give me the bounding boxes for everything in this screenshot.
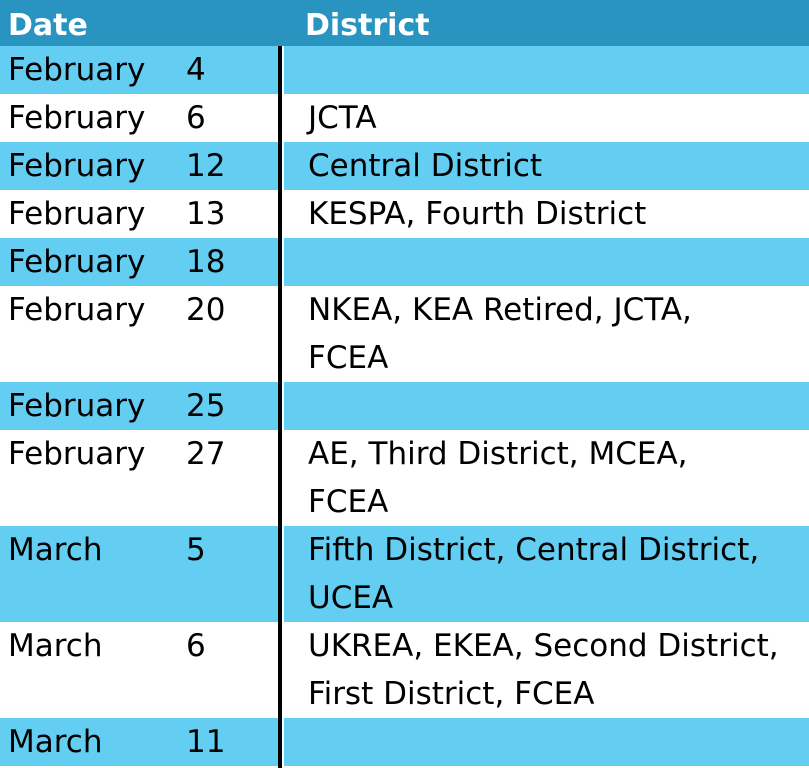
- district-column-header: District: [305, 8, 430, 43]
- month-cell: February: [8, 292, 146, 328]
- table-row: [0, 190, 809, 238]
- day-cell: 6: [186, 100, 206, 136]
- column-divider: [278, 46, 282, 768]
- table-header: [0, 0, 809, 46]
- month-cell: February: [8, 100, 146, 136]
- day-cell: 27: [186, 436, 226, 472]
- month-cell: March: [8, 724, 103, 760]
- district-cell: Fifth District, Central District,: [308, 532, 760, 568]
- day-cell: 11: [186, 724, 226, 760]
- table-row: [0, 622, 809, 718]
- table-row: [0, 46, 809, 94]
- day-cell: 6: [186, 628, 206, 664]
- day-cell: 13: [186, 196, 226, 232]
- month-cell: February: [8, 436, 146, 472]
- district-cell: UCEA: [308, 580, 394, 616]
- district-cell: AE, Third District, MCEA,: [308, 436, 688, 472]
- day-cell: 25: [186, 388, 226, 424]
- table-row: [0, 526, 809, 622]
- table-row: [0, 238, 809, 286]
- month-cell: February: [8, 148, 146, 184]
- month-cell: March: [8, 628, 103, 664]
- district-cell: KESPA, Fourth District: [308, 196, 647, 232]
- row-district-background: [284, 238, 809, 286]
- district-cell: Central District: [308, 148, 543, 184]
- day-cell: 20: [186, 292, 226, 328]
- district-cell: NKEA, KEA Retired, JCTA,: [308, 292, 692, 328]
- date-column-header: Date: [8, 8, 88, 43]
- table-row: [0, 94, 809, 142]
- table-row: [0, 718, 809, 766]
- table-row: [0, 430, 809, 526]
- month-cell: February: [8, 244, 146, 280]
- table-row: [0, 286, 809, 382]
- month-cell: March: [8, 532, 103, 568]
- day-cell: 18: [186, 244, 226, 280]
- day-cell: 12: [186, 148, 226, 184]
- district-cell: UKREA, EKEA, Second District,: [308, 628, 779, 664]
- month-cell: February: [8, 52, 146, 88]
- district-cell: JCTA: [308, 100, 377, 136]
- district-cell: FCEA: [308, 484, 389, 520]
- district-cell: FCEA: [308, 340, 389, 376]
- table-row: [0, 382, 809, 430]
- day-cell: 5: [186, 532, 206, 568]
- day-cell: 4: [186, 52, 206, 88]
- table-row: [0, 142, 809, 190]
- row-district-background: [284, 718, 809, 766]
- row-district-background: [284, 382, 809, 430]
- month-cell: February: [8, 196, 146, 232]
- month-cell: February: [8, 388, 146, 424]
- row-district-background: [284, 46, 809, 94]
- district-cell: First District, FCEA: [308, 676, 595, 712]
